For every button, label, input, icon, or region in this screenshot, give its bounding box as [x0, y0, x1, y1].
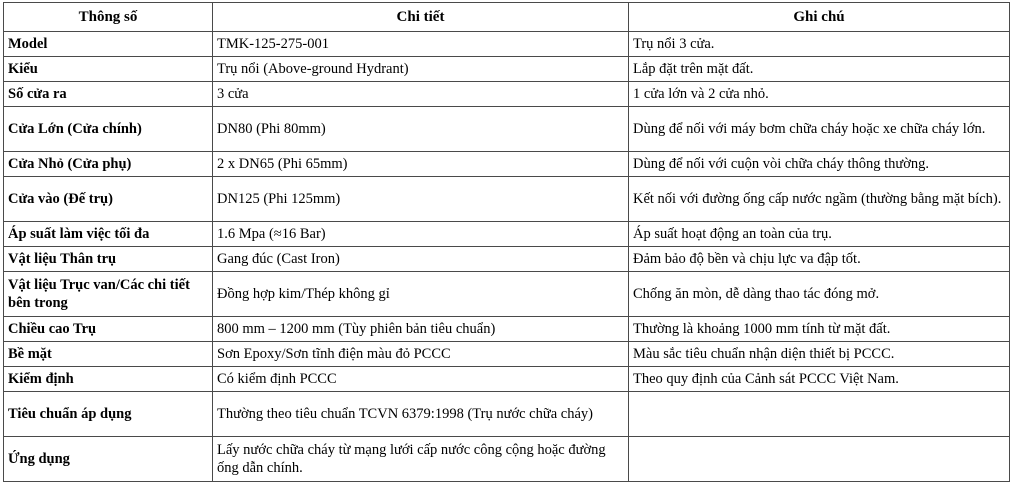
table-row [4, 32, 1010, 57]
note-cell: Chống ăn mòn, dễ dàng thao tác đóng mở. [629, 272, 1010, 317]
detail-cell: Đồng hợp kim/Thép không gỉ [213, 272, 629, 317]
note-cell: Trụ nổi 3 cửa. [629, 32, 1010, 57]
param-cell: Kiểm định [4, 367, 213, 392]
param-cell: Chiều cao Trụ [4, 317, 213, 342]
detail-cell: TMK-125-275-001 [213, 32, 629, 57]
param-cell: Kiểu [4, 57, 213, 82]
table-row [4, 152, 1010, 177]
note-cell: 1 cửa lớn và 2 cửa nhỏ. [629, 82, 1010, 107]
spec-table [3, 2, 1010, 482]
param-cell: Cửa Nhỏ (Cửa phụ) [4, 152, 213, 177]
note-cell: Áp suất hoạt động an toàn của trụ. [629, 222, 1010, 247]
note-cell [629, 392, 1010, 437]
param-cell: Tiêu chuẩn áp dụng [4, 392, 213, 437]
table-row [4, 177, 1010, 222]
detail-cell: Lấy nước chữa cháy từ mạng lưới cấp nước công cộng hoặc đường ống dẫn chính. [213, 437, 629, 482]
table-row [4, 222, 1010, 247]
param-cell: Áp suất làm việc tối đa [4, 222, 213, 247]
table-row [4, 392, 1010, 437]
table-row [4, 272, 1010, 317]
note-cell: Kết nối với đường ống cấp nước ngầm (thường bằng mặt bích). [629, 177, 1010, 222]
param-cell: Vật liệu Thân trụ [4, 247, 213, 272]
param-cell: Cửa vào (Đế trụ) [4, 177, 213, 222]
param-cell: Model [4, 32, 213, 57]
header-note: Ghi chú [629, 3, 1010, 32]
note-cell: Dùng để nối với cuộn vòi chữa cháy thông thường. [629, 152, 1010, 177]
table-row [4, 107, 1010, 152]
table-row [4, 317, 1010, 342]
detail-cell: DN80 (Phi 80mm) [213, 107, 629, 152]
detail-cell: 800 mm – 1200 mm (Tùy phiên bản tiêu chuẩn) [213, 317, 629, 342]
param-cell: Ứng dụng [4, 437, 213, 482]
table-row [4, 367, 1010, 392]
table-row [4, 437, 1010, 482]
table-row [4, 247, 1010, 272]
detail-cell: DN125 (Phi 125mm) [213, 177, 629, 222]
param-cell: Cửa Lớn (Cửa chính) [4, 107, 213, 152]
table-row [4, 57, 1010, 82]
detail-cell: Trụ nổi (Above-ground Hydrant) [213, 57, 629, 82]
note-cell [629, 437, 1010, 482]
header-param: Thông số [4, 3, 213, 32]
detail-cell: Có kiểm định PCCC [213, 367, 629, 392]
note-cell: Đảm bảo độ bền và chịu lực va đập tốt. [629, 247, 1010, 272]
table-row [4, 82, 1010, 107]
table-row [4, 342, 1010, 367]
header-detail: Chi tiết [213, 3, 629, 32]
detail-cell: Thường theo tiêu chuẩn TCVN 6379:1998 (Trụ nước chữa cháy) [213, 392, 629, 437]
note-cell: Theo quy định của Cảnh sát PCCC Việt Nam. [629, 367, 1010, 392]
note-cell: Dùng để nối với máy bơm chữa cháy hoặc xe chữa cháy lớn. [629, 107, 1010, 152]
detail-cell: 1.6 Mpa (≈16 Bar) [213, 222, 629, 247]
note-cell: Màu sắc tiêu chuẩn nhận diện thiết bị PCCC. [629, 342, 1010, 367]
note-cell: Lắp đặt trên mặt đất. [629, 57, 1010, 82]
param-cell: Bề mặt [4, 342, 213, 367]
detail-cell: 2 x DN65 (Phi 65mm) [213, 152, 629, 177]
detail-cell: Gang đúc (Cast Iron) [213, 247, 629, 272]
detail-cell: 3 cửa [213, 82, 629, 107]
note-cell: Thường là khoảng 1000 mm tính từ mặt đất. [629, 317, 1010, 342]
param-cell: Số cửa ra [4, 82, 213, 107]
param-cell: Vật liệu Trục van/Các chi tiết bên trong [4, 272, 213, 317]
header-row [4, 3, 1010, 32]
detail-cell: Sơn Epoxy/Sơn tĩnh điện màu đỏ PCCC [213, 342, 629, 367]
